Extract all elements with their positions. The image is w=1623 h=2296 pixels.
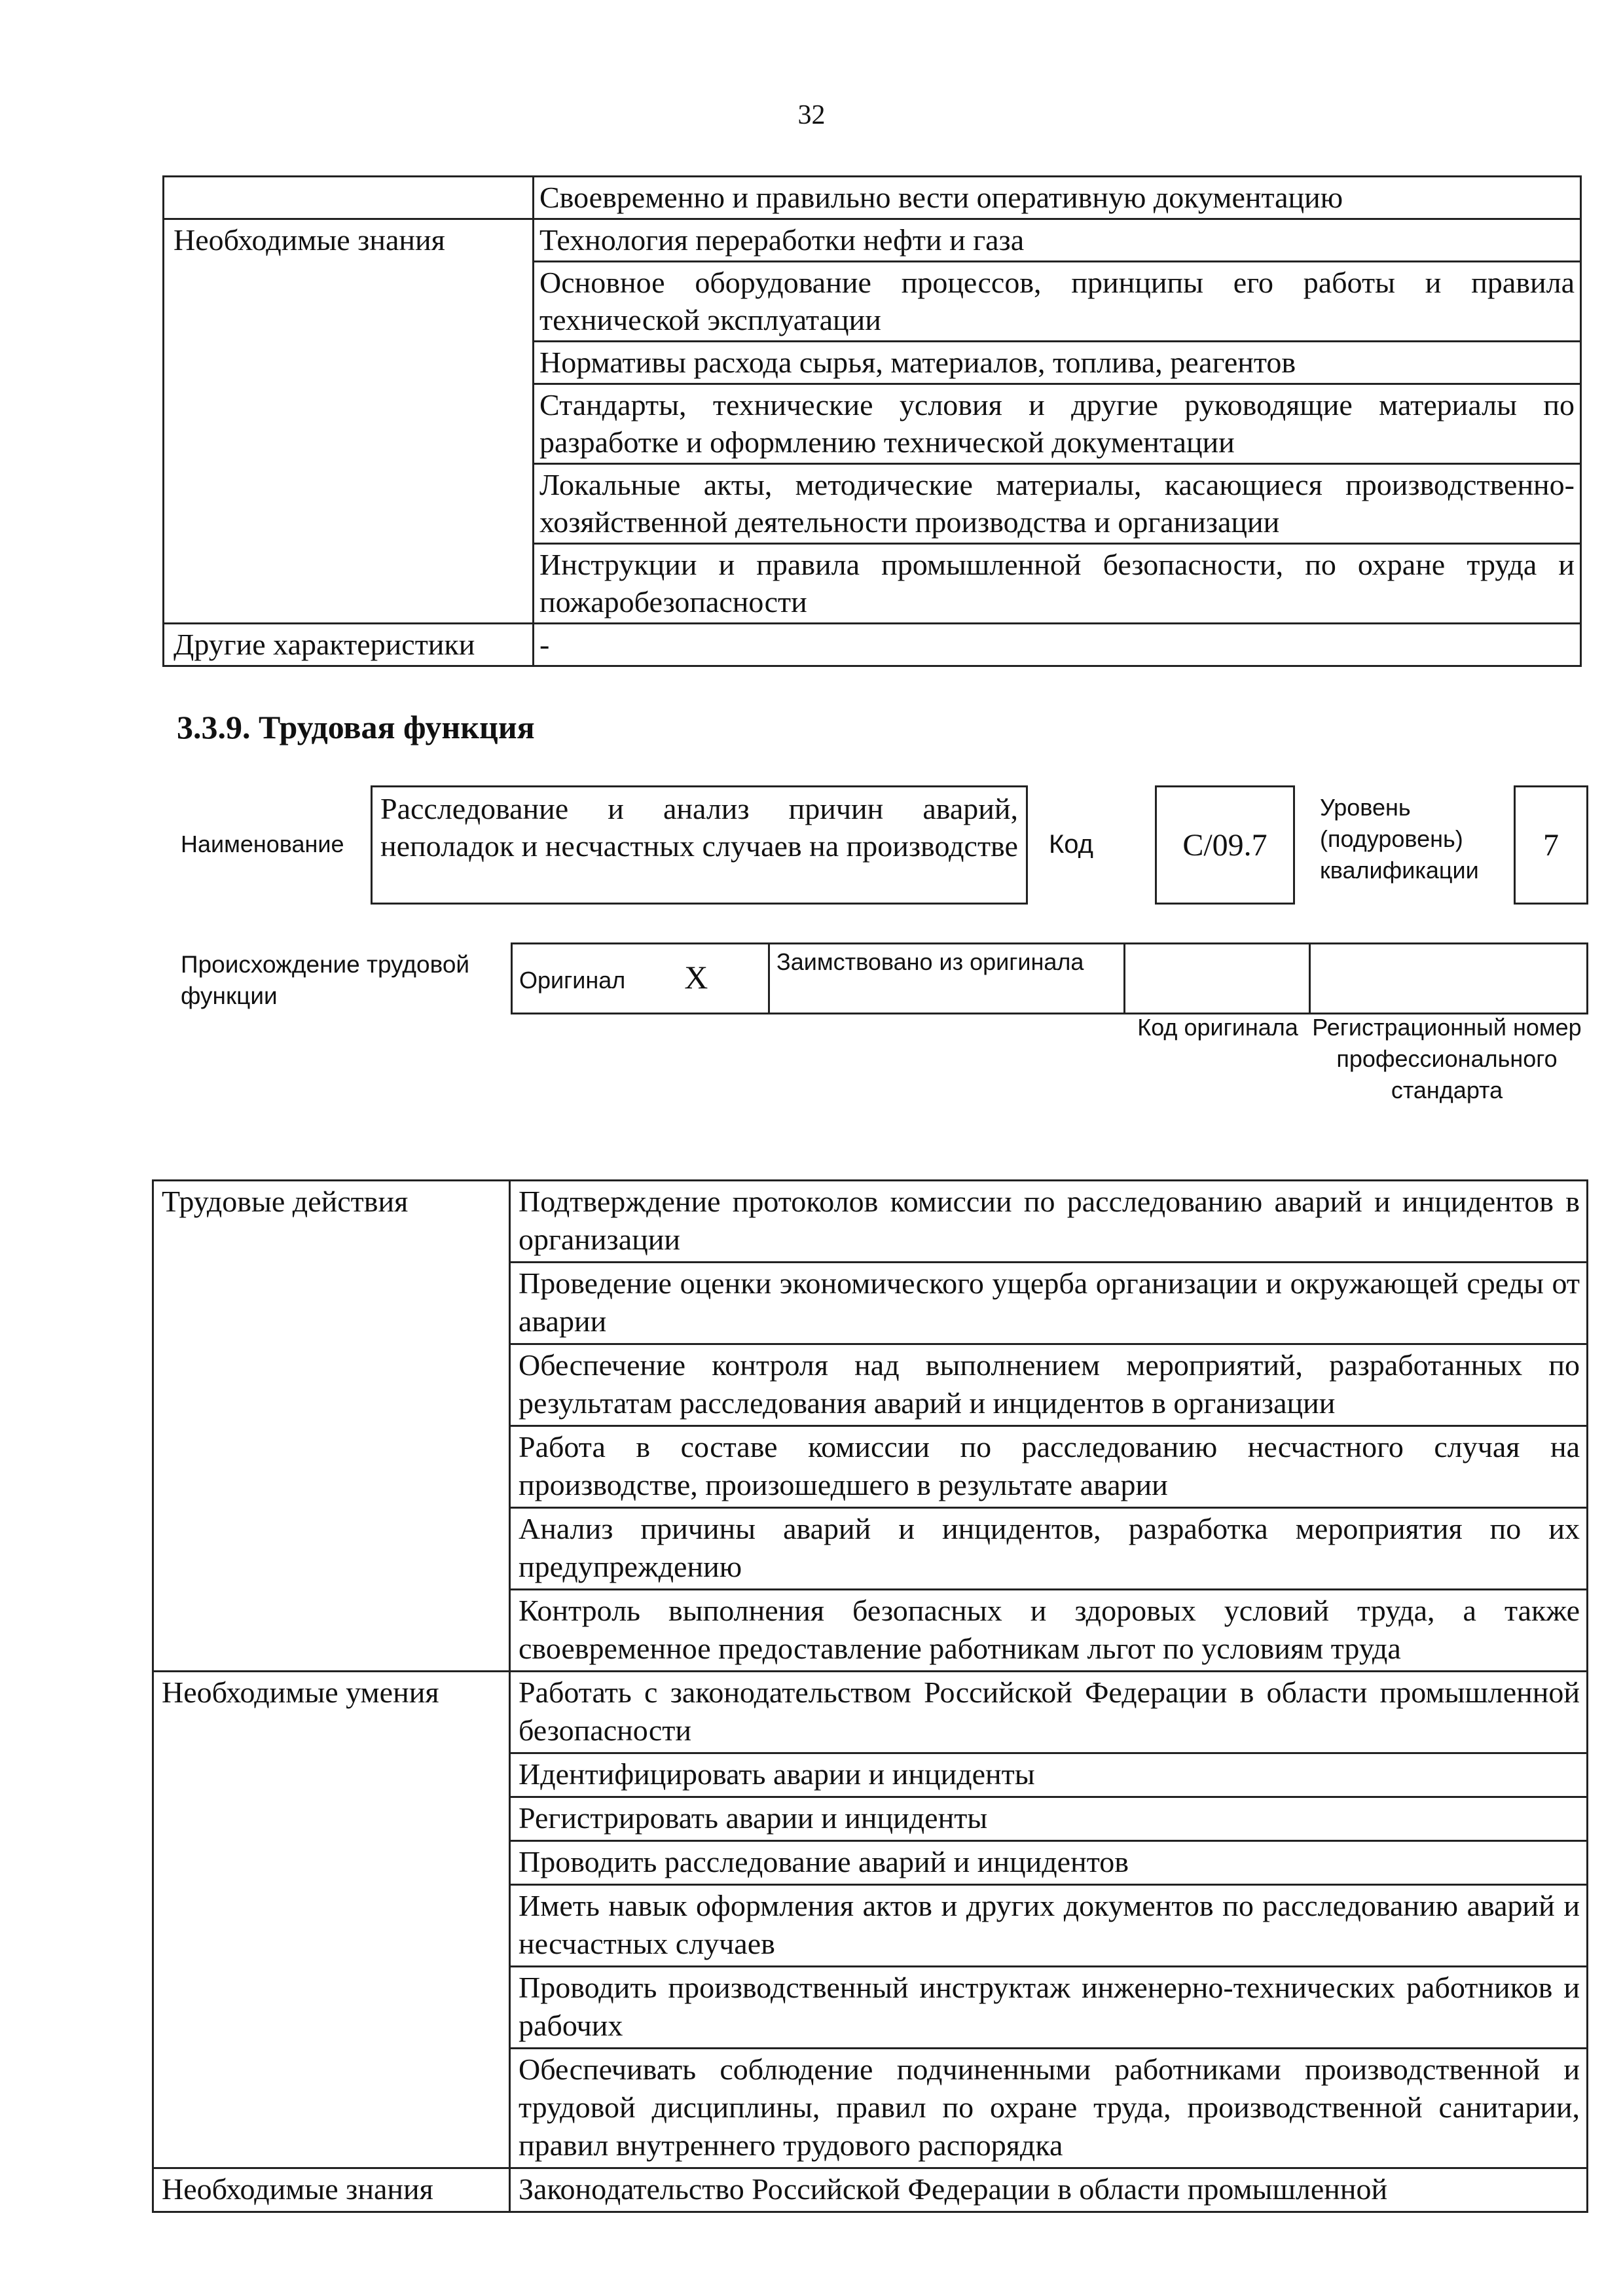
code-label: Код bbox=[1049, 830, 1094, 859]
main-table-row bbox=[153, 2168, 1588, 2212]
main-table-item: Обеспечивать соблюдение подчиненными работниками производственной и трудовой дисциплины, правил по охране труда, производственной санитарии, правил внутреннего трудового распорядка bbox=[510, 2049, 1588, 2168]
top-table-item: Своевременно и правильно вести оперативную документацию bbox=[534, 177, 1581, 219]
top-table-item: Инструкции и правила промышленной безопасности, по охране труда и пожаробезопасности bbox=[534, 544, 1581, 624]
main-table-row bbox=[153, 1181, 1588, 1263]
top-table-item: Технология переработки нефти и газа bbox=[534, 219, 1581, 262]
main-table-item: Регистрировать аварии и инциденты bbox=[510, 1797, 1588, 1841]
code-value-box bbox=[1155, 785, 1295, 905]
code-value: С/09.7 bbox=[1182, 827, 1267, 863]
registration-caption: Регистрационный номер профессионального стандарта bbox=[1312, 1014, 1582, 1103]
top-table-item: Нормативы расхода сырья, материалов, топлива, реагентов bbox=[534, 342, 1581, 384]
top-table-row bbox=[164, 219, 1581, 262]
main-table-item: Работа в составе комиссии по расследованию несчастного случая на производстве, произошедшего в результате аварии bbox=[510, 1426, 1588, 1508]
main-table-item: Обеспечение контроля над выполнением мероприятий, разработанных по результатам расследования аварий и инцидентов в организации bbox=[510, 1344, 1588, 1426]
knowledge-table-continued bbox=[162, 175, 1582, 667]
section-title: 3.3.9. Трудовая функция bbox=[177, 709, 535, 745]
top-table-row bbox=[164, 624, 1581, 666]
main-table-item: Проводить производственный инструктаж инженерно-технических работников и рабочих bbox=[510, 1967, 1588, 2049]
original-code-cell bbox=[1125, 944, 1310, 1014]
main-table-item: Иметь навык оформления актов и других документов по расследованию аварий и несчастных случаев bbox=[510, 1885, 1588, 1967]
main-table-item: Контроль выполнения безопасных и здоровых условий труда, а также своевременное предоставление работникам льгот по условиям труда bbox=[510, 1590, 1588, 1672]
top-table-group-label bbox=[164, 177, 534, 219]
main-table-group-label: Необходимые умения bbox=[153, 1672, 510, 2168]
labor-function-table bbox=[152, 1179, 1588, 2213]
main-table-row bbox=[153, 1672, 1588, 1753]
main-table-item: Подтверждение протоколов комиссии по расследованию аварий и инцидентов в организации bbox=[510, 1181, 1588, 1263]
top-table-group-label: Другие характеристики bbox=[164, 624, 534, 666]
main-table-item: Проводить расследование аварий и инцидентов bbox=[510, 1841, 1588, 1885]
main-table-item: Работать с законодательством Российской Федерации в области промышленной безопасности bbox=[510, 1672, 1588, 1753]
name-label: Наименование bbox=[181, 831, 344, 857]
main-table-item: Проведение оценки экономического ущерба организации и окружающей среды от аварии bbox=[510, 1263, 1588, 1344]
code-caption: Код оригинала bbox=[1137, 1014, 1298, 1041]
top-table-row bbox=[164, 177, 1581, 219]
top-table-group-label: Необходимые знания bbox=[164, 219, 534, 624]
top-table-item: Локальные акты, методические материалы, касающиеся производственно-хозяйственной деятельности производства и организации bbox=[534, 464, 1581, 544]
original-mark: X bbox=[684, 958, 708, 996]
borrowed-cell bbox=[769, 944, 1125, 1014]
main-table-item: Законодательство Российской Федерации в области промышленной bbox=[510, 2168, 1588, 2212]
main-table-item: Анализ причины аварий и инцидентов, разработка мероприятия по их предупреждению bbox=[510, 1508, 1588, 1590]
main-table-item: Идентифицировать аварии и инциденты bbox=[510, 1753, 1588, 1797]
level-value: 7 bbox=[1543, 827, 1559, 863]
original-cell bbox=[512, 944, 769, 1014]
borrowed-label: Заимствовано из оригинала bbox=[776, 948, 1084, 975]
level-value-box bbox=[1514, 785, 1588, 905]
top-table-item: - bbox=[534, 624, 1581, 666]
registration-number-cell bbox=[1310, 944, 1588, 1014]
function-name-box: Расследование и анализ причин аварий, неполадок и несчастных случаев на производстве bbox=[371, 785, 1028, 905]
page-number: 32 bbox=[797, 100, 826, 130]
original-label: Оригинал bbox=[519, 966, 626, 994]
level-label: Уровень (подуровень) квалификации bbox=[1320, 794, 1479, 884]
origin-table bbox=[511, 942, 1588, 1014]
main-table-group-label: Необходимые знания bbox=[153, 2168, 510, 2212]
origin-label: Происхождение трудовой функции bbox=[181, 951, 470, 1009]
top-table-item: Основное оборудование процессов, принципы его работы и правила технической эксплуатации bbox=[534, 262, 1581, 342]
main-table-group-label: Трудовые действия bbox=[153, 1181, 510, 1672]
top-table-item: Стандарты, технические условия и другие руководящие материалы по разработке и оформлению технической документации bbox=[534, 384, 1581, 464]
